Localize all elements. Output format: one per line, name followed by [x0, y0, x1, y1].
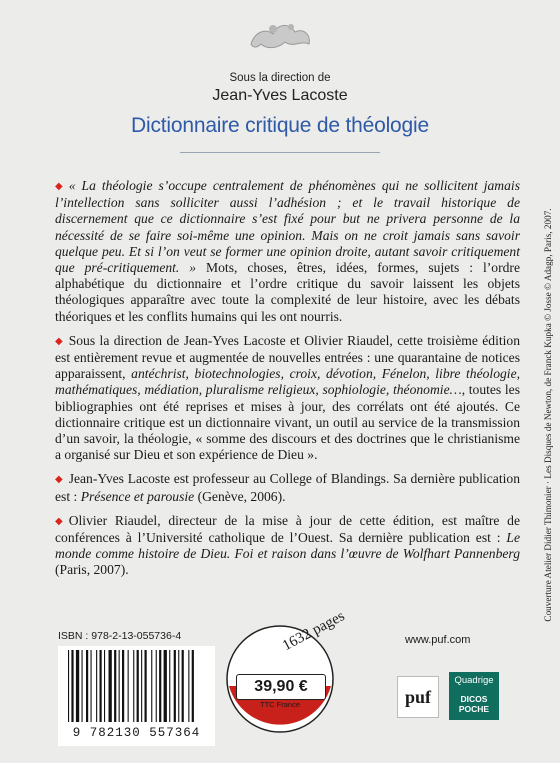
price: 39,90 €: [236, 674, 326, 700]
paragraph-segment: « La théologie s’occupe centralement de phénomènes qui ne sollicitent jamais l’intellection sans solliciter aussi l’adhésion ; et le travail historique de discernement que ce dictionnaire s’est fixé pour but ne privera personne de la nécessité de se faire soi-même une opinion. Mais on ne croit jamais sans savoir quelque peu. Et si l’on veut se former une opinion droite, autant savoir critiquement que pré-critiquement. »: [55, 178, 520, 276]
publisher-emblem-icon: [243, 14, 317, 54]
paragraph-segment: Olivier Riaudel, directeur de la mise à jour de cette édition, est maître de conférences à l’Université catholique de l’Ouest. Sa dernière publication est :: [55, 512, 520, 546]
paragraph: [55, 178, 520, 325]
isbn: ISBN : 978-2-13-055736-4: [58, 630, 182, 642]
red-diamond-bullet-icon: ◆: [55, 335, 63, 347]
barcode-digits: 9 782130 557364: [72, 726, 201, 740]
quadrige-series-logo: [449, 672, 499, 720]
paragraph-segment: Jean-Yves Lacoste est professeur au College of Blandings. Sa dernière publication est :: [55, 471, 520, 504]
page-count: 1632 pages: [280, 608, 348, 655]
paragraph-segment: Présence et parousie: [80, 488, 195, 504]
back-cover-text: [55, 178, 520, 587]
title-divider: [180, 152, 380, 153]
red-diamond-bullet-icon: ◆: [55, 181, 63, 192]
red-diamond-bullet-icon: ◆: [55, 515, 63, 527]
puf-logo: puf: [397, 676, 439, 718]
paragraph-segment: Le monde comme histoire de Dieu. Foi et raison dans l’œuvre de Wolfhart Pannenberg: [55, 530, 520, 562]
red-diamond-bullet-icon: ◆: [55, 474, 63, 486]
price-note: TTC France: [259, 700, 300, 709]
paragraph: [55, 333, 520, 464]
paragraph-segment: , toutes les bibliographies ont été reprises et mises à jour, des corrélats ont été ajoutés. Ce dictionnaire critique est un dictionnaire vivant, un outil au service de la transmission d’un savoir, la théologie, « somme des discours et des doctrines que le christianisme a organisé sur Dieu et son expérience de Dieu ».: [55, 382, 520, 463]
direction-label: Sous la direction de: [229, 72, 331, 84]
paragraph-segment: antéchrist, biotechnologies, croix, dévotion, Fénelon, libre théologie, mathématiques, médiation, pluralisme religieux, sophiologie, théonomie…: [55, 366, 520, 398]
barcode: [58, 646, 215, 746]
book-title: Dictionnaire critique de théologie: [131, 114, 429, 137]
paragraph-segment: Sous la direction de Jean-Yves Lacoste et Olivier Riaudel, cette troisième édition est entièrement revue et augmentée de nouvelles entrées : une quarantaine de notices apparaissent,: [55, 332, 520, 382]
series-subtitle: DICOS POCHE: [458, 694, 490, 714]
paragraph: [55, 471, 520, 504]
paragraph-segment: (Genève, 2006).: [194, 488, 286, 504]
paragraph-segment: Mots, choses, êtres, idées, formes, sujets : l’ordre alphabétique du dictionnaire et l’ordre critique du savoir laissent les objets théologiques apparaître avec toute la complexité de leur histoire, avec les débats théoriques et les conflits humains qui les ont nourris.: [55, 260, 520, 324]
series-name: Quadrige: [454, 675, 494, 686]
publisher-url: www.puf.com: [405, 634, 471, 646]
cover-credit: Couverture Atelier Didier Thimonier · Les Disques de Newton, de Franck Kupka © Josse © Adagp, Paris, 2007.: [543, 208, 553, 622]
editor-name: Jean-Yves Lacoste: [212, 87, 348, 104]
paragraph-segment: (Paris, 2007).: [55, 562, 129, 578]
paragraph: [55, 513, 520, 579]
barcode-bars: [66, 650, 212, 722]
